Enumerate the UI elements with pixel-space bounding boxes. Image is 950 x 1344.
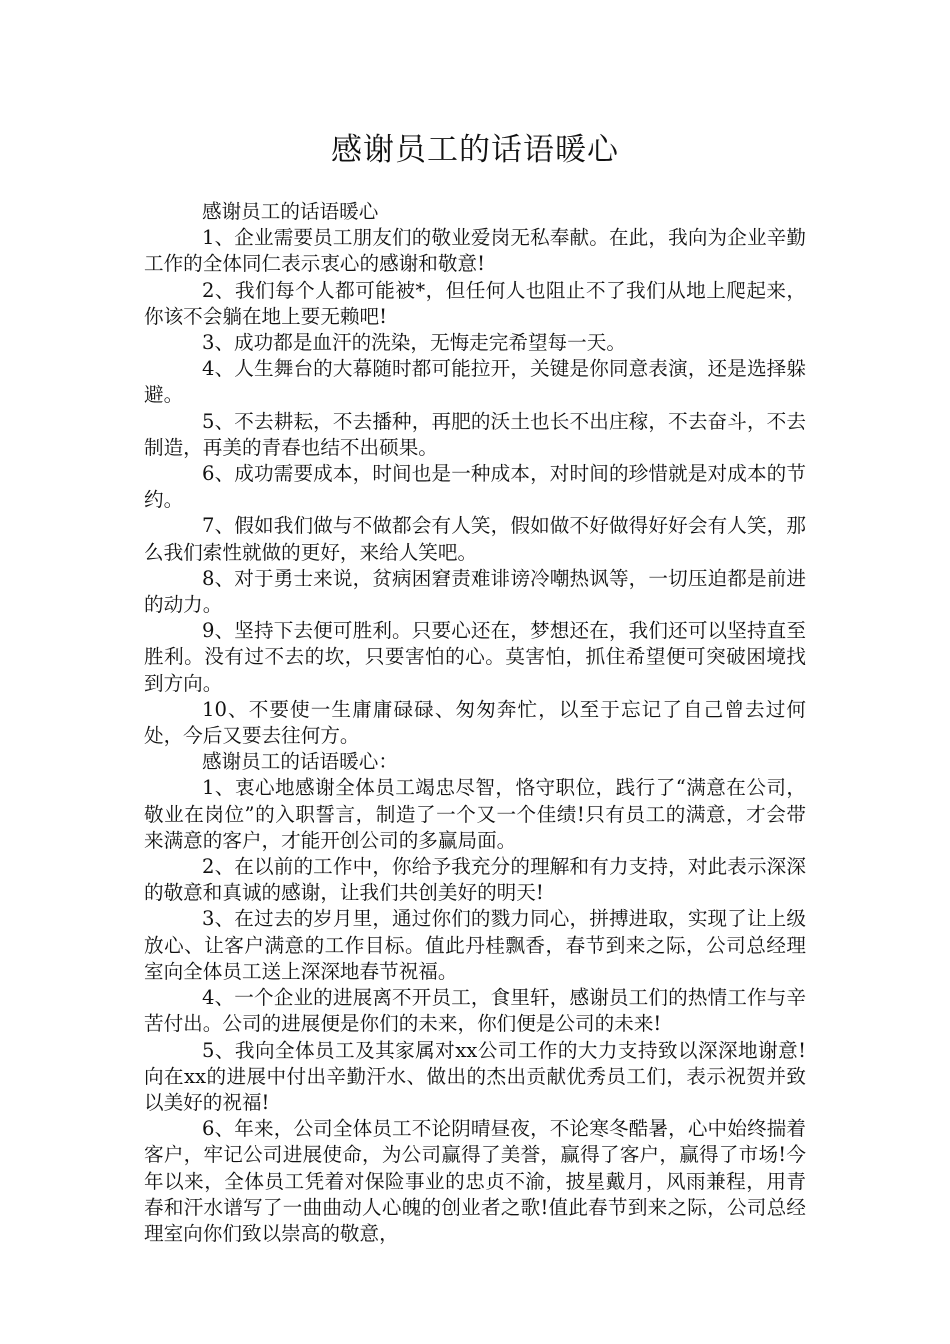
paragraph: 感谢员工的话语暖心： bbox=[202, 750, 398, 774]
paragraph: 感谢员工的话语暖心 bbox=[202, 200, 379, 223]
document-body bbox=[144, 199, 806, 1247]
paragraph: 10、不要使一生庸庸碌碌、匆匆奔忙，以至于忘记了自己曾去过何处，今后又要去往何方。 bbox=[144, 697, 806, 748]
paragraph: 1、企业需要员工朋友们的敬业爱岗无私奉献。在此，我向为企业辛勤工作的全体同仁表示衷心的感谢和敬意! bbox=[144, 226, 806, 276]
paragraph: 2、我们每个人都可能被*，但任何人也阻止不了我们从地上爬起来，你该不会躺在地上要无赖吧! bbox=[144, 278, 806, 328]
paragraph: 5、不去耕耘，不去播种，再肥的沃土也长不出庄稼，不去奋斗，不去制造，再美的青春也结不出硕果。 bbox=[144, 409, 806, 459]
paragraph: 3、成功都是血汗的洗染，无悔走完希望每一天。 bbox=[202, 331, 626, 355]
paragraph: 2、在以前的工作中，你给予我充分的理解和有力支持，对此表示深深的敬意和真诚的感谢，让我们共创美好的明天! bbox=[144, 855, 806, 905]
paragraph: 4、人生舞台的大幕随时都可能拉开，关键是你同意表演，还是选择躲避。 bbox=[144, 357, 806, 407]
paragraph: 4、一个企业的进展离不开员工，食里轩，感谢员工们的热情工作与辛苦付出。公司的进展便是你们的未来，你们便是公司的未来! bbox=[144, 986, 806, 1036]
paragraph: 1、衷心地感谢全体员工竭忠尽智，恪守职位，践行了“满意在公司，敬业在岗位”的入职誓言，制造了一个又一个佳绩!只有员工的满意，才会带来满意的客户，才能开创公司的多赢局面。 bbox=[144, 776, 806, 852]
paragraph: 8、对于勇士来说，贫病困窘责难诽谤冷嘲热讽等，一切压迫都是前进的动力。 bbox=[144, 566, 806, 617]
paragraph: 7、假如我们做与不做都会有人笑，假如做不好做得好好会有人笑，那么我们索性就做的更好，来给人笑吧。 bbox=[144, 514, 806, 564]
paragraph: 9、坚持下去便可胜利。只要心还在，梦想还在，我们还可以坚持直至胜利。没有过不去的坎，只要害怕的心。莫害怕，抓住希望便可突破困境找到方向。 bbox=[144, 619, 806, 695]
paragraph: 3、在过去的岁月里，通过你们的戮力同心，拼搏进取，实现了让上级放心、让客户满意的工作目标。值此丹桂飘香，春节到来之际，公司总经理室向全体员工送上深深地春节祝福。 bbox=[144, 907, 806, 983]
paragraph: 5、我向全体员工及其家属对xx公司工作的大力支持致以深深地谢意!向在xx的进展中付出辛勤汗水、做出的杰出贡献优秀员工们，表示祝贺并致以美好的祝福! bbox=[144, 1038, 806, 1114]
document-title: 感谢员工的话语暖心 bbox=[331, 132, 619, 168]
paragraph: 6、年来，公司全体员工不论阴晴昼夜，不论寒冬酷暑，心中始终揣着客户，牢记公司进展使命，为公司赢得了美誉，赢得了客户，赢得了市场!今年以来，全体员工凭着对保险事业的忠贞不渝，披星戴月，风雨兼程，用青春和汗水谱写了一曲曲动人心魄的创业者之歌!值此春节到来之际，公司总经理室向你们致以崇高的敬意， bbox=[144, 1117, 806, 1245]
paragraph: 6、成功需要成本，时间也是一种成本，对时间的珍惜就是对成本的节约。 bbox=[144, 462, 806, 512]
